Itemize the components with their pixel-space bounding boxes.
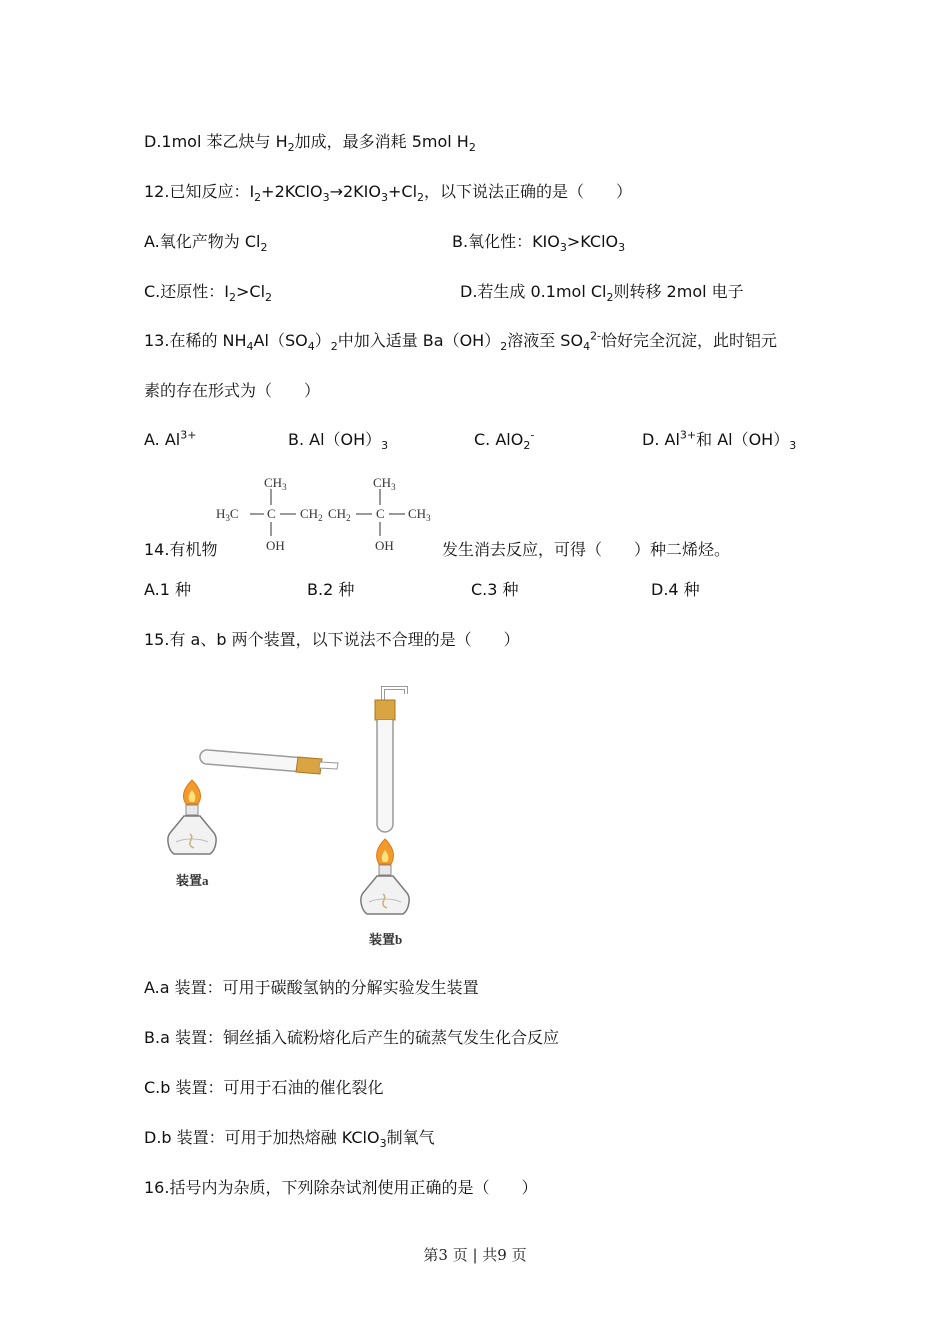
h3c-group: $H_3C$: [216, 506, 239, 523]
q12-option-a: A.氧化产物为 $Cl_2$: [144, 232, 268, 255]
q12-option-b: B.氧化性：$KIO_3>KClO_3$: [452, 232, 626, 255]
carbon-2: C: [376, 506, 385, 521]
q14-stem-tail: 发生消去反应，可得（ ）种二烯烃。: [442, 540, 731, 559]
q14-option-b: B.2 种: [307, 580, 355, 599]
oh-2: OH: [375, 538, 394, 553]
q14-option-a: A.1 种: [144, 580, 192, 599]
q14-stem-label: 14.有机物: [144, 540, 218, 559]
q11-option-d: D.1mol 苯乙炔与 $H_2$加成，最多消耗 5mol $H_2$: [144, 132, 476, 155]
q15-option-b: B.a 装置：铜丝插入硫粉熔化后产生的硫蒸气发生化合反应: [144, 1028, 559, 1047]
q12-stem: 12.已知反应：$I_2+2KClO_3\to 2KIO_3+Cl_2$，以下说法正确的是（ ）: [144, 182, 633, 205]
ch3-top-2: $CH_3$: [373, 475, 396, 492]
page-footer: 第3 页 | 共9 页: [423, 1246, 527, 1264]
q13-stem-line1: 13.在稀的 $NH_4Al(SO_4)_2$中加入适量 $Ba(OH)_2$溶液至 $SO_4^{2-}$恰好完全沉淀，此时铝元: [144, 329, 778, 354]
q12-option-d: D.若生成 0.1mol $Cl_2$则转移 2mol 电子: [460, 282, 744, 305]
q15-option-c: C.b 装置：可用于石油的催化裂化: [144, 1078, 384, 1097]
carbon-1: C: [267, 506, 276, 521]
q13-option-c: C. AlO$_2$-: [474, 428, 535, 453]
q15-option-d: D.b 装置：可用于加热熔融 KClO$_3$制氧气: [144, 1128, 435, 1151]
ch3-top-1: $CH_3$: [264, 475, 287, 492]
apparatus-b-label: 装置b: [369, 932, 403, 947]
ch2-group-2: $CH_2$: [328, 506, 351, 523]
q12-option-c: C.还原性：$I_2>Cl_2$: [144, 282, 273, 305]
q13-option-d: D. $Al^{3+}$和 $Al(OH)_3$: [642, 428, 797, 453]
oh-1: OH: [266, 538, 285, 553]
q14-option-c: C.3 种: [471, 580, 519, 599]
q15-stem: 15.有 a、b 两个装置，以下说法不合理的是（ ）: [144, 630, 520, 649]
apparatus-b: [354, 684, 434, 954]
q13-stem-line2: 素的存在形式为（ ）: [144, 381, 321, 400]
q15-option-a: A.a 装置：可用于碳酸氢钠的分解实验发生装置: [144, 978, 479, 997]
q14-option-d: D.4 种: [651, 580, 700, 599]
ch2-group-1: $CH_2$: [300, 506, 323, 523]
q14-structural-formula: [212, 472, 440, 554]
q13-option-b: B. $Al(OH)_3$: [288, 430, 389, 453]
q13-option-a: A. $Al^{3+}$: [144, 428, 197, 449]
ch3-right: $CH_3$: [408, 506, 431, 523]
apparatus-a: [160, 738, 350, 888]
apparatus-a-label: 装置a: [176, 873, 209, 888]
q16-stem: 16.括号内为杂质，下列除杂试剂使用正确的是（ ）: [144, 1178, 538, 1197]
